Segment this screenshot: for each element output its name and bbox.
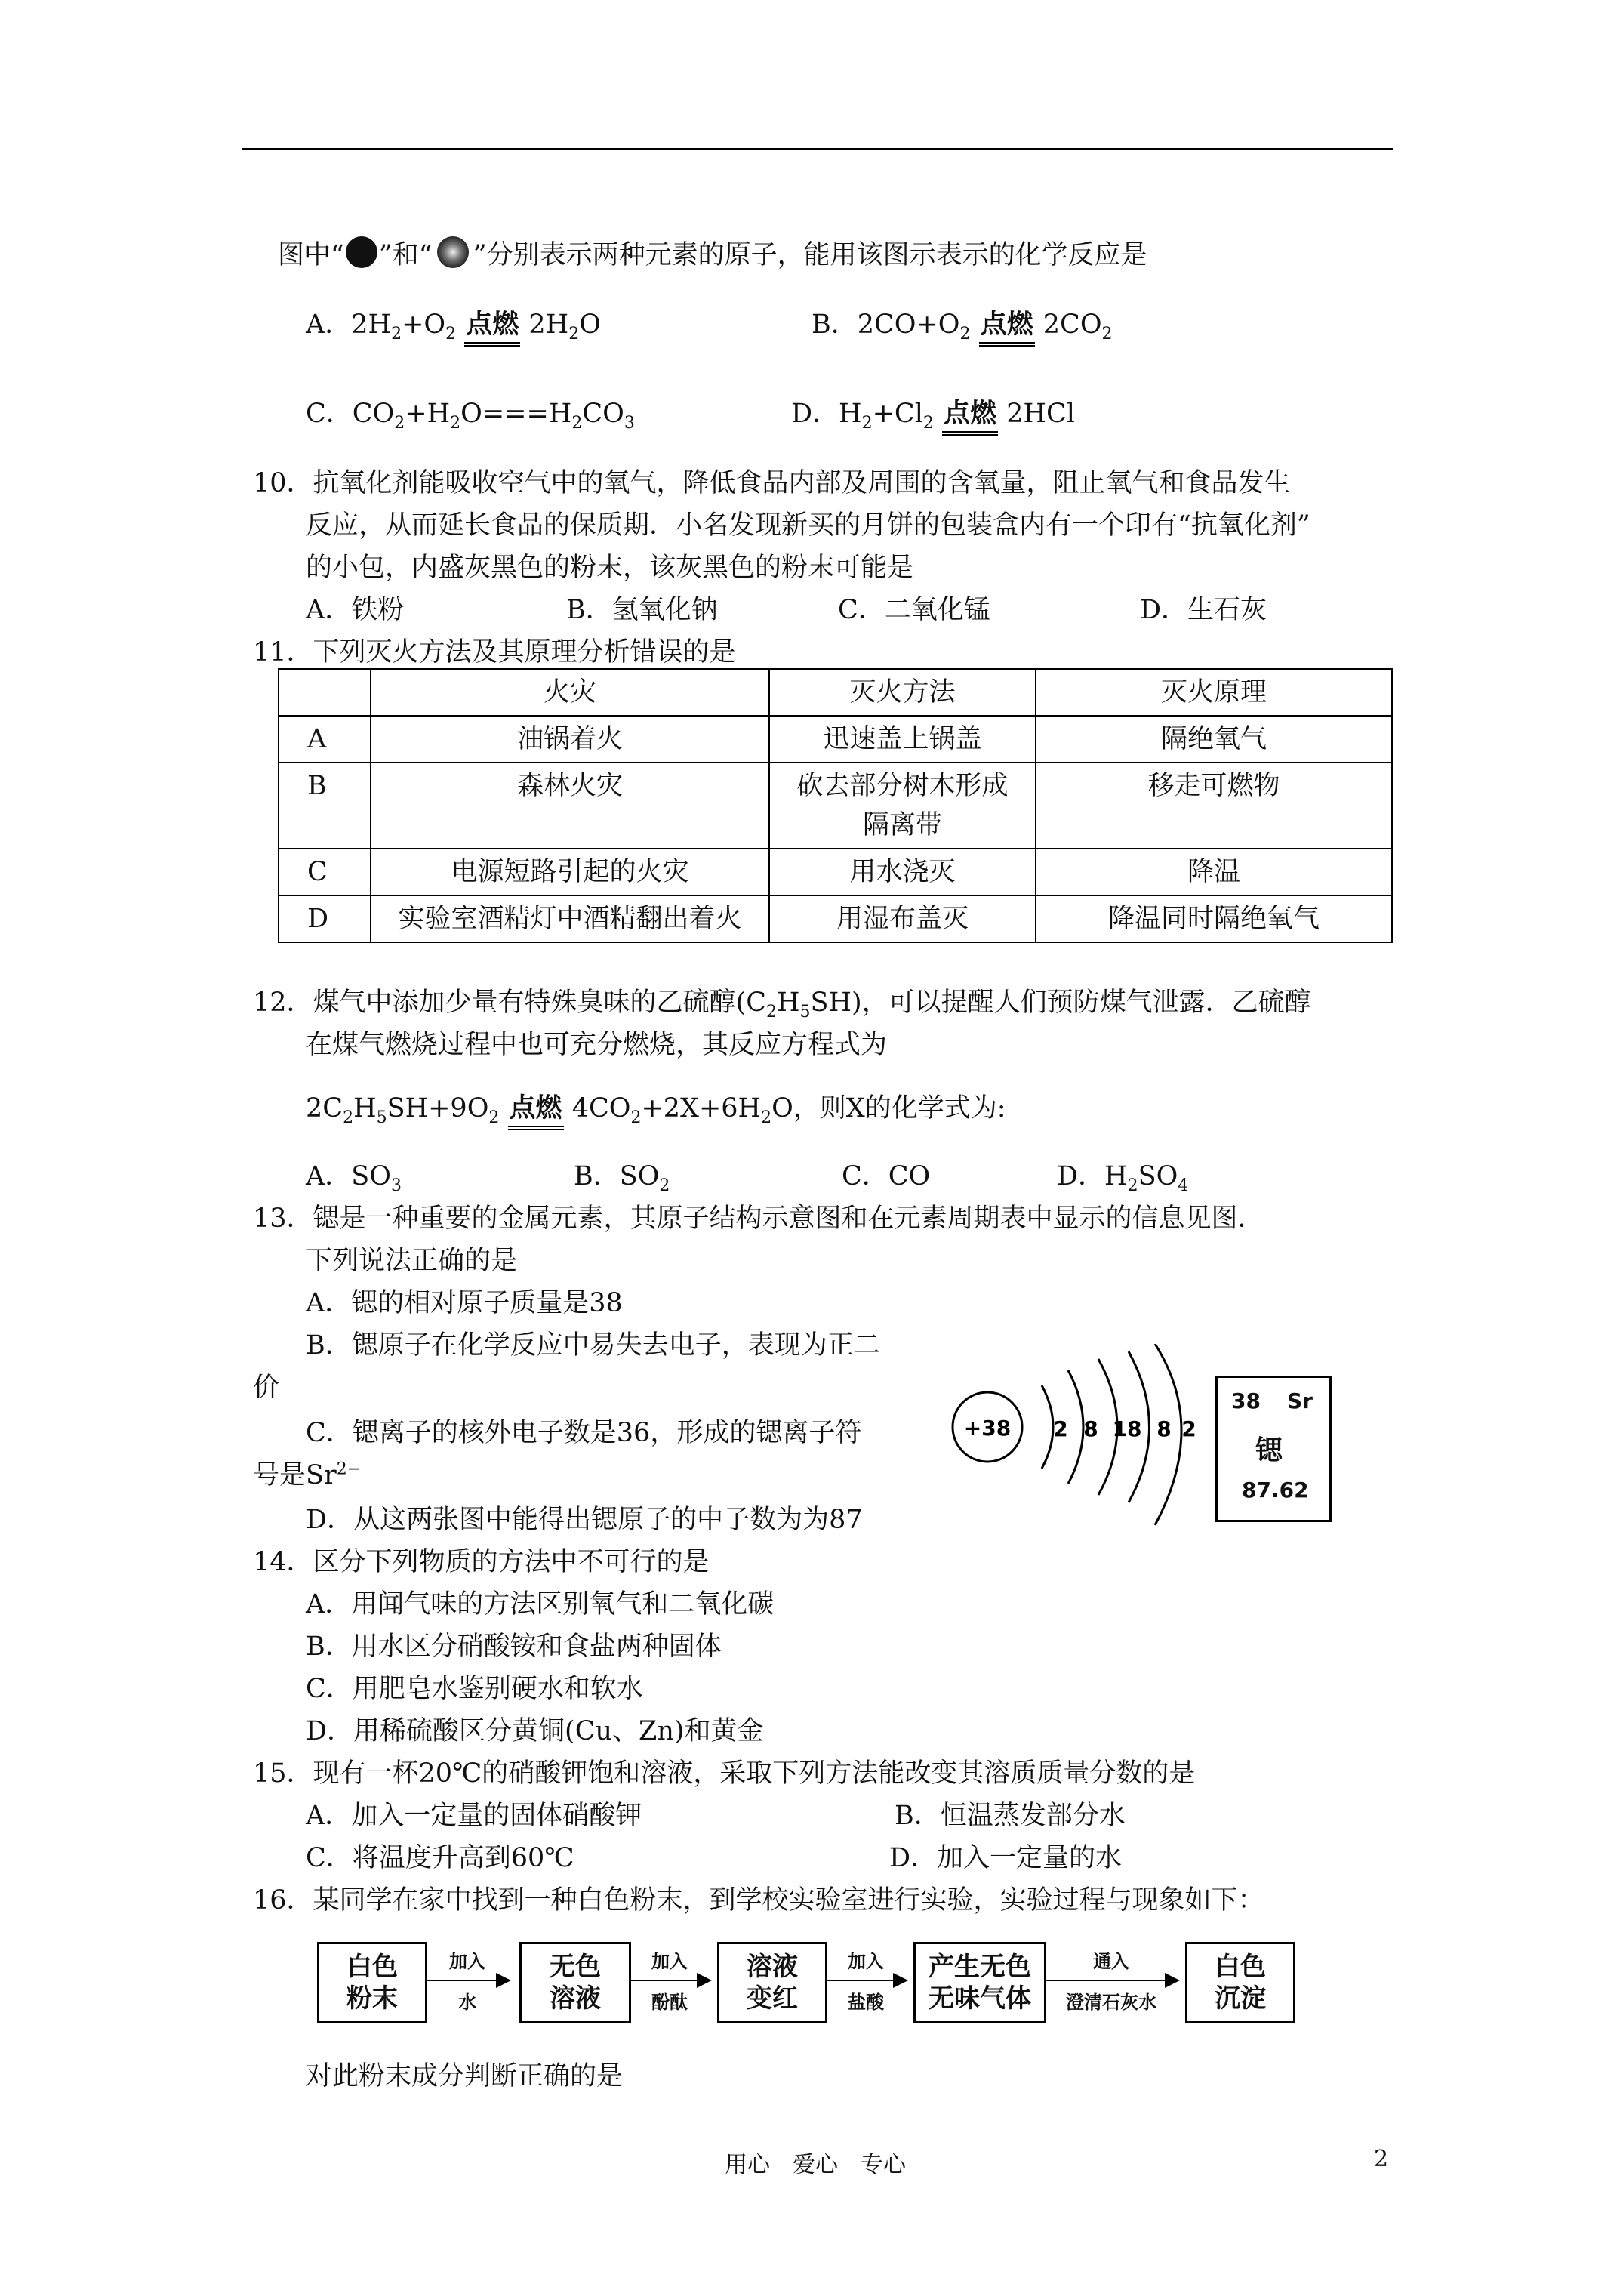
q12-option-b: B．$SO_2$ xyxy=(574,1161,670,1195)
q15-option-a: A．加入一定量的固体硝酸钾 xyxy=(306,1801,642,1831)
footer-text: 用心 爱心 专心 xyxy=(725,2152,906,2178)
atomic-mass: 87.62 xyxy=(1242,1478,1309,1502)
q9-option-c: C．$CO_2+H_2O===H_2CO_3$ xyxy=(306,399,635,433)
element-name: 锶 xyxy=(1255,1435,1283,1466)
flow-box-colorless-solution: 无色 溶液 xyxy=(519,1942,631,2023)
flow-arrow xyxy=(825,1980,907,1981)
q11-stem: 11．下列灭火方法及其原理分析错误的是 xyxy=(253,637,736,667)
q14-stem: 14．区分下列物质的方法中不可行的是 xyxy=(253,1547,710,1577)
q10-line2: 反应，从而延长食品的保质期．小名发现新买的月饼的包装盒内有一个印有“抗氧化剂” xyxy=(306,510,1310,541)
q12-option-d: D．$H_2SO_4$ xyxy=(1057,1161,1189,1195)
q10-option-c: C．二氧化锰 xyxy=(838,595,990,625)
ignite-condition: 点燃 xyxy=(942,393,998,430)
shell-electrons: 2 xyxy=(1053,1416,1068,1441)
flow-box-colorless-odorless-gas: 产生无色 无味气体 xyxy=(913,1942,1046,2023)
nucleus-charge: +38 xyxy=(963,1416,1012,1441)
flow-arrow xyxy=(425,1980,510,1981)
q14-option-d: D．用稀硫酸区分黄铜(Cu、Zn)和黄金 xyxy=(306,1716,764,1746)
q10-option-b: B．氢氧化钠 xyxy=(566,595,718,625)
q10-line3: 的小包，内盛灰黑色的粉末，该灰黑色的粉末可能是 xyxy=(306,553,914,583)
flow-box-white-precipitate: 白色 沉淀 xyxy=(1185,1942,1295,2023)
shell-electrons: 18 xyxy=(1112,1416,1142,1441)
q9-stem: 图中“ ”和“ ”分别表示两种元素的原子，能用该图示表示的化学反应是 xyxy=(278,234,1147,272)
ignite-condition: 点燃 xyxy=(508,1087,564,1125)
q9-option-d: D．$H_2+Cl_2$ 点燃 2HCl xyxy=(791,393,1075,433)
q9-option-b: B．$2CO+O_2$ 点燃 $2CO_2$ xyxy=(812,304,1113,344)
element-symbol: Sr xyxy=(1287,1388,1313,1413)
fire-table xyxy=(278,668,1393,943)
q15-stem: 15．现有一杯20℃的硝酸钾饱和溶液，采取下列方法能改变其溶质质量分数的是 xyxy=(253,1758,1196,1789)
q10-line1: 10．抗氧化剂能吸收空气中的氧气，降低食品内部及周围的含氧量，阻止氧气和食品发生 xyxy=(253,468,1291,498)
black-atom-icon xyxy=(344,235,379,270)
atomic-number: 38 xyxy=(1231,1388,1261,1413)
header-rule xyxy=(242,148,1393,150)
q12-equation: $2C_2H_5SH+9O_2$ 点燃 $4CO_2+2X+6H_2O$，则X的化学式为: xyxy=(306,1087,1006,1127)
q14-option-a: A．用闻气味的方法区别氧气和二氧化碳 xyxy=(306,1589,775,1620)
flow-arrow xyxy=(629,1980,710,1981)
q10-option-d: D．生石灰 xyxy=(1140,595,1267,625)
q13-option-d: D．从这两张图中能得出锶原子的中子数为为87 xyxy=(306,1505,863,1535)
q12-option-c: C．CO xyxy=(842,1161,931,1191)
table-row: B 森林火灾 砍去部分树木形成隔离带 移走可燃物 xyxy=(279,763,1392,849)
q13-option-c: C．锶离子的核外电子数是36，形成的锶离子符 xyxy=(306,1418,862,1448)
flow-box-solution-turns-red: 溶液 变红 xyxy=(717,1942,827,2023)
periodic-table-cell xyxy=(1215,1376,1332,1522)
q13-option-b: B．锶原子在化学反应中易失去电子，表现为正二 xyxy=(306,1330,880,1361)
q12-line1: 12．煤气中添加少量有特殊臭味的乙硫醇$(C_2H_5SH)$，可以提醒人们预防煤气泄露．乙硫醇 xyxy=(253,988,1311,1022)
q13-option-a: A．锶的相对原子质量是38 xyxy=(306,1288,623,1318)
ignite-condition: 点燃 xyxy=(464,304,520,341)
table-header: 火灾 xyxy=(371,669,769,716)
q13-line2: 下列说法正确的是 xyxy=(306,1246,518,1276)
q14-option-c: C．用肥皂水鉴别硬水和软水 xyxy=(306,1674,643,1704)
table-row: A 油锅着火 迅速盖上锅盖 隔绝氧气 xyxy=(279,716,1392,763)
table-row: D 实验室酒精灯中酒精翻出着火 用湿布盖灭 降温同时隔绝氧气 xyxy=(279,895,1392,942)
table-row: C 电源短路引起的火灾 用水浇灭 降温 xyxy=(279,849,1392,895)
q13-option-b-cont: 价 xyxy=(253,1373,280,1403)
q15-option-c: C．将温度升高到60℃ xyxy=(306,1843,574,1873)
table-header: 灭火原理 xyxy=(1036,669,1392,716)
table-header: 灭火方法 xyxy=(769,669,1036,716)
shell-electrons: 8 xyxy=(1083,1416,1098,1441)
flow-arrow xyxy=(1044,1980,1178,1981)
q9-option-a: A．$2H_2+O_2$ 点燃 $2H_2O$ xyxy=(306,304,601,344)
q15-option-b: B．恒温蒸发部分水 xyxy=(895,1801,1126,1831)
q10-option-a: A．铁粉 xyxy=(306,595,405,625)
q16-stem: 16．某同学在家中找到一种白色粉末，到学校实验室进行实验，实验过程与现象如下： xyxy=(253,1885,1264,1915)
q13-line1: 13．锶是一种重要的金属元素，其原子结构示意图和在元素周期表中显示的信息见图． xyxy=(253,1203,1264,1234)
ignite-condition: 点燃 xyxy=(979,304,1035,341)
q12-line2: 在煤气燃烧过程中也可充分燃烧，其反应方程式为 xyxy=(306,1030,888,1060)
table-header-row xyxy=(279,669,1392,716)
q14-option-b: B．用水区分硝酸铵和食盐两种固体 xyxy=(306,1632,722,1662)
q16-followup: 对此粉末成分判断正确的是 xyxy=(306,2061,624,2091)
q15-option-d: D．加入一定量的水 xyxy=(889,1843,1123,1873)
page-number: 2 xyxy=(1374,2146,1389,2172)
q13-option-c-cont: 号是$Sr^{2-}$ xyxy=(253,1459,362,1490)
q12-option-a: A．$SO_3$ xyxy=(306,1161,402,1195)
gray-atom-icon xyxy=(433,235,473,270)
shell-electrons: 2 xyxy=(1181,1416,1196,1441)
shell-electrons: 8 xyxy=(1156,1416,1172,1441)
flow-box-white-powder: 白色 粉末 xyxy=(317,1942,427,2023)
